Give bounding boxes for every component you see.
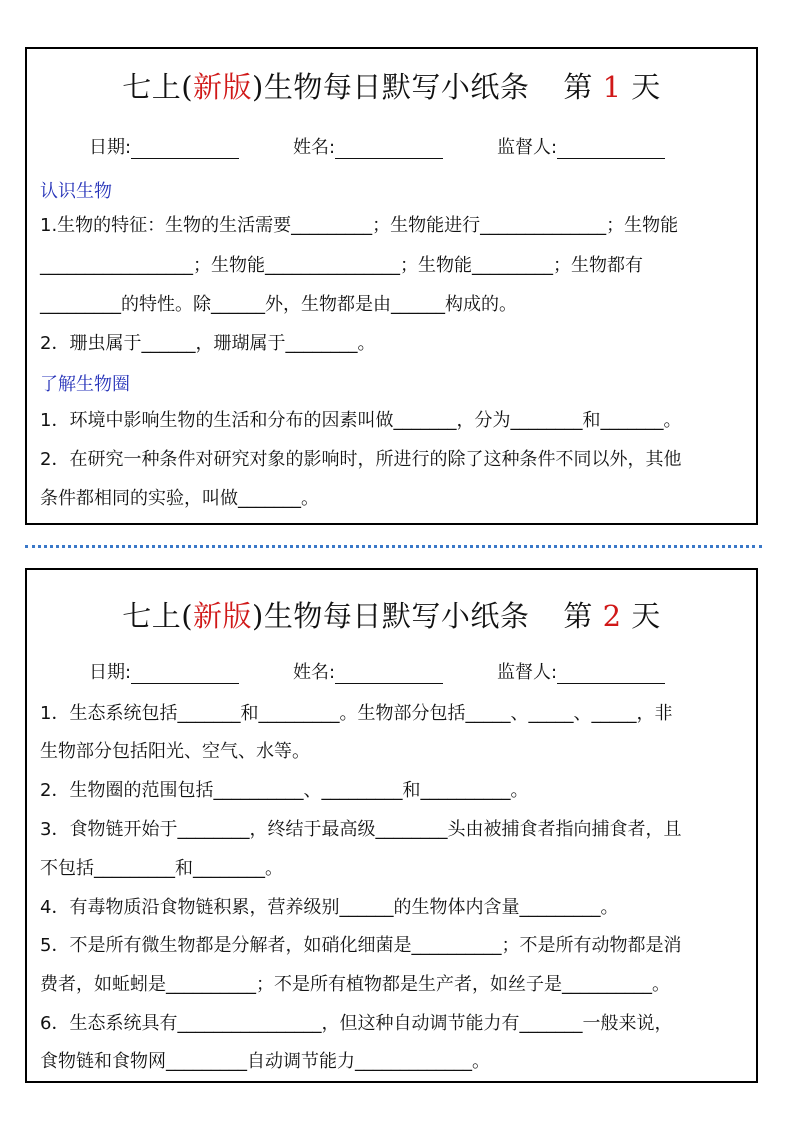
date-label: 日期:	[89, 137, 132, 158]
name-blank[interactable]	[335, 663, 443, 684]
cut-line-separator	[25, 545, 762, 548]
card-title	[27, 65, 756, 106]
date-field[interactable]	[89, 133, 239, 159]
question-line: 3．食物链开始于________，终结于最高级________头由被捕食者指向捕食者，且	[40, 819, 682, 840]
supervisor-blank[interactable]	[557, 663, 665, 684]
supervisor-field[interactable]	[497, 133, 665, 159]
question-line: 食物链和食物网_________自动调节能力_____________。	[40, 1051, 490, 1072]
card-title	[27, 594, 756, 635]
question-line: 费者，如蚯蚓是__________；不是所有植物都是生产者，如丝子是__________。	[40, 974, 670, 995]
supervisor-field[interactable]	[497, 658, 665, 684]
question-line: 6．生态系统具有________________，但这种自动调节能力有_______一般来说，	[40, 1013, 673, 1034]
worksheet-card-day-1	[25, 47, 758, 525]
title-prefix: 七上(	[122, 599, 194, 633]
name-label: 姓名:	[293, 137, 336, 158]
title-day-word: 第	[563, 70, 593, 104]
question-line: 2．珊虫属于______，珊瑚属于________。	[40, 333, 376, 354]
title-main: )生物每日默写小纸条	[252, 70, 530, 104]
name-field[interactable]	[293, 658, 443, 684]
day-number: 2	[602, 599, 622, 633]
question-line: _________________；生物能_______________；生物能_________；生物都有	[40, 255, 643, 276]
question-line: 5．不是所有微生物都是分解者，如硝化细菌是__________；不是所有动物都是消	[40, 935, 682, 956]
question-line: 2．在研究一种条件对研究对象的影响时，所进行的除了这种条件不同以外，其他	[40, 449, 682, 470]
name-field[interactable]	[293, 133, 443, 159]
question-line: 1.生物的特征：生物的生活需要_________；生物能进行______________；生物能	[40, 215, 679, 236]
supervisor-label: 监督人:	[497, 662, 558, 683]
date-field[interactable]	[89, 658, 239, 684]
question-line: 生物部分包括阳光、空气、水等。	[40, 741, 310, 762]
question-line: 不包括_________和________。	[40, 858, 283, 879]
question-line: 1．环境中影响生物的生活和分布的因素叫做_______，分为________和_______。	[40, 410, 682, 431]
question-line: _________的特性。除______外，生物都是由______构成的。	[40, 294, 517, 315]
title-prefix: 七上(	[122, 70, 194, 104]
date-label: 日期:	[89, 662, 132, 683]
name-blank[interactable]	[335, 138, 443, 159]
date-blank[interactable]	[131, 138, 239, 159]
question-line: 1．生态系统包括_______和_________。生物部分包括_____、_____、_____，非	[40, 703, 673, 724]
title-day-word: 第	[563, 599, 593, 633]
title-highlight: 新版	[193, 70, 253, 104]
question-line: 2．生物圈的范围包括__________、_________和__________。	[40, 780, 529, 801]
section-heading: 了解生物圈	[40, 374, 130, 395]
supervisor-blank[interactable]	[557, 138, 665, 159]
name-label: 姓名:	[293, 662, 336, 683]
day-number: 1	[602, 70, 622, 104]
section-heading: 认识生物	[40, 181, 112, 202]
question-line: 条件都相同的实验，叫做_______。	[40, 488, 319, 509]
title-day-suffix: 天	[631, 70, 661, 104]
title-main: )生物每日默写小纸条	[252, 599, 530, 633]
date-blank[interactable]	[131, 663, 239, 684]
title-day-suffix: 天	[631, 599, 661, 633]
worksheet-card-day-2	[25, 568, 758, 1083]
question-line: 4．有毒物质沿食物链积累，营养级别______的生物体内含量_________。	[40, 897, 619, 918]
title-highlight: 新版	[193, 599, 253, 633]
supervisor-label: 监督人:	[497, 137, 558, 158]
